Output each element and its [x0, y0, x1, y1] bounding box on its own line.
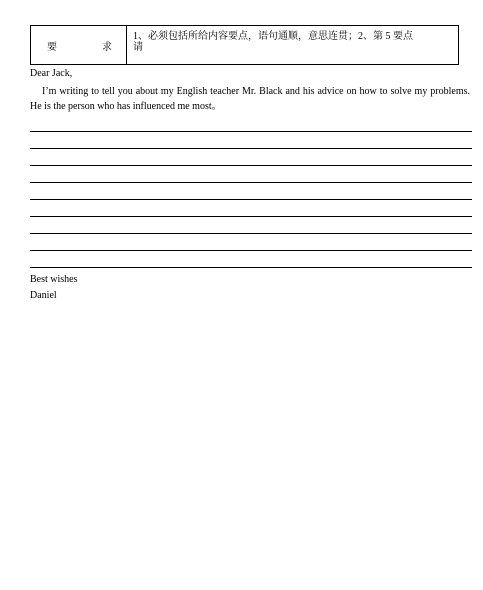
letter-body — [30, 84, 470, 114]
writing-line[interactable] — [30, 250, 472, 251]
writing-line[interactable] — [30, 233, 472, 234]
requirements-label-left: 要 — [47, 41, 57, 53]
requirements-text-line1: 1、必须包括所给内容要点，语句通顺，意思连贯；2、第 5 要点 — [133, 31, 413, 42]
letter-closing: Best wishes — [30, 274, 78, 285]
letter-signature: Daniel — [30, 290, 57, 301]
writing-line[interactable] — [30, 148, 472, 149]
writing-line[interactable] — [30, 131, 472, 132]
writing-line[interactable] — [30, 216, 472, 217]
writing-line[interactable] — [30, 199, 472, 200]
requirements-table — [30, 25, 459, 65]
requirements-label-right: 求 — [102, 41, 112, 53]
letter-body-text: I’m writing to tell you about my English teacher Mr. Black and his advice on how to solve my problems. He is the person who has influenced me most。 — [30, 86, 470, 112]
requirements-text-line2: 请 — [133, 42, 143, 53]
requirements-text — [127, 26, 458, 64]
writing-line[interactable] — [30, 165, 472, 166]
writing-line[interactable] — [30, 267, 472, 268]
writing-line[interactable] — [30, 182, 472, 183]
requirements-label — [31, 26, 127, 64]
letter-salutation: Dear Jack, — [30, 68, 73, 79]
